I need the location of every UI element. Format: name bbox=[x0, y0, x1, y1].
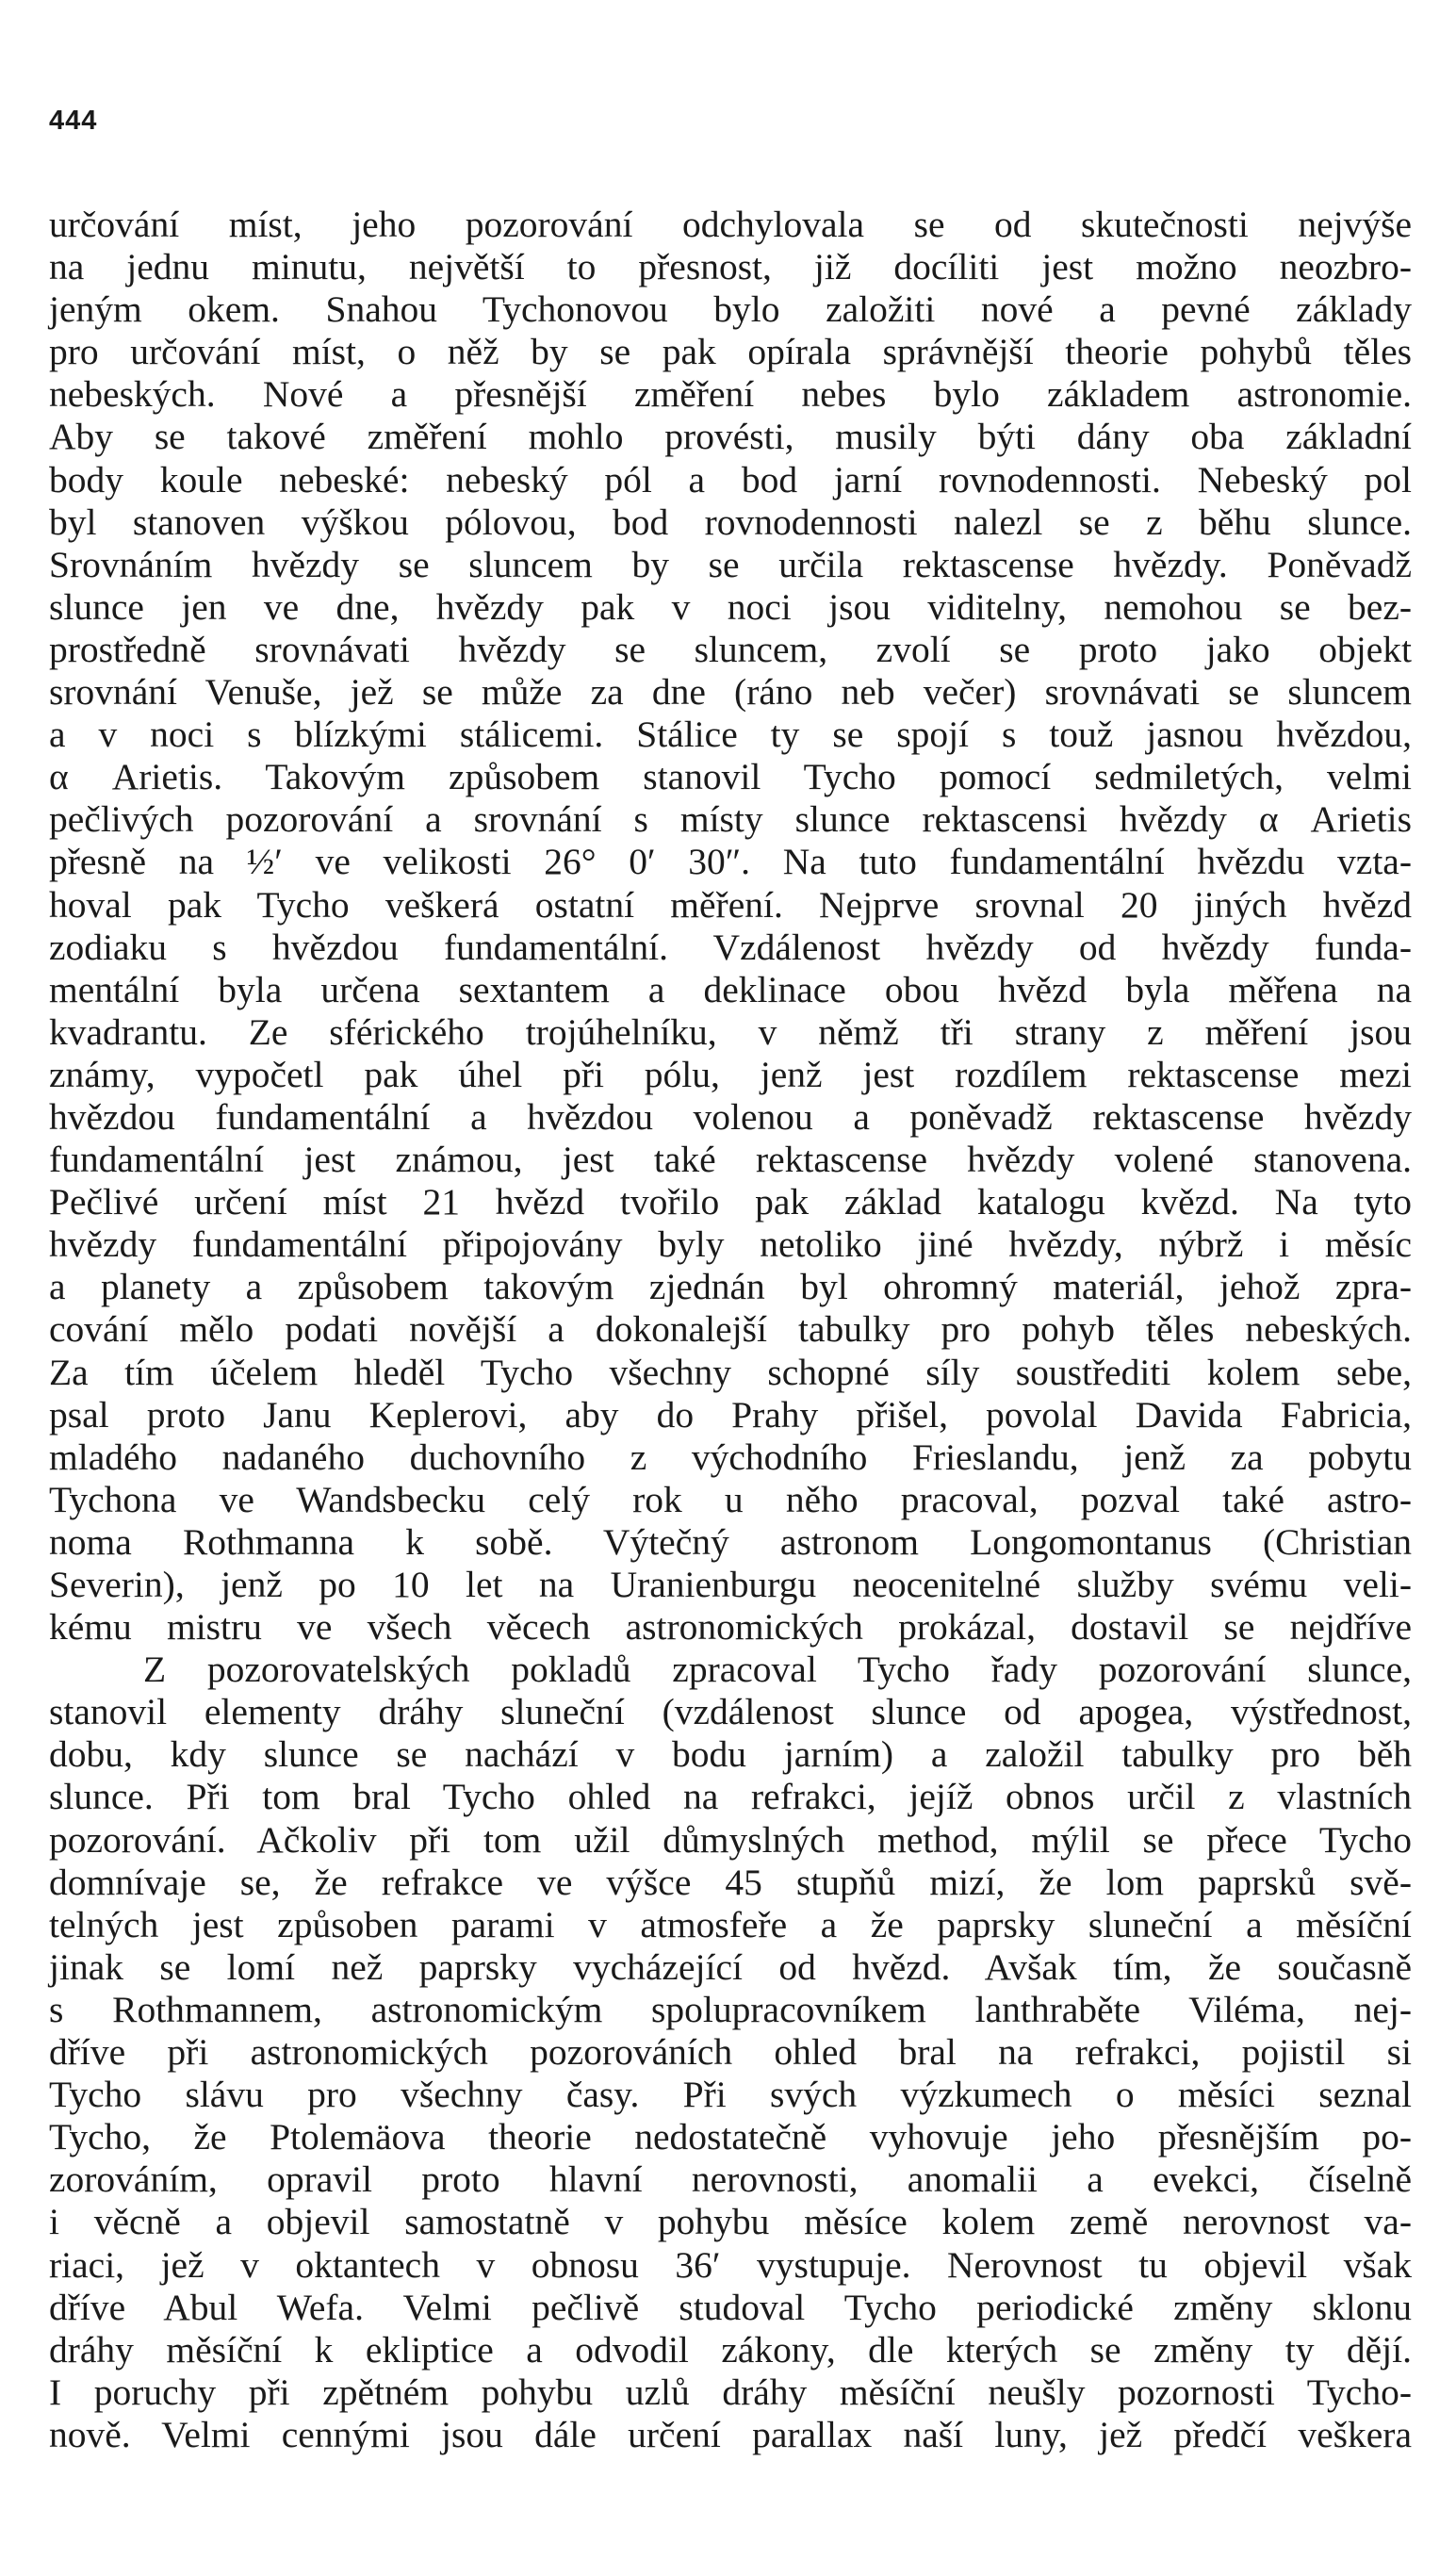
text-line: s Rothmannem, astronomickým spolupracovníkem lanthraběte Viléma, nej- bbox=[49, 1988, 1412, 2030]
text-line: α Arietis. Takovým způsobem stanovil Tycho pomocí sedmiletých, velmi bbox=[49, 756, 1412, 798]
text-line: Za tím účelem hleděl Tycho všechny schopné síly soustřediti kolem sebe, bbox=[49, 1351, 1412, 1393]
text-line: i věcně a objevil samostatně v pohybu měsíce kolem země nerovnost va- bbox=[49, 2201, 1412, 2243]
text-line: dráhy měsíční k ekliptice a odvodil zákony, dle kterých se změny ty dějí. bbox=[49, 2328, 1412, 2371]
text-line: známy, vypočetl pak úhel při pólu, jenž jest rozdílem rektascense mezi bbox=[49, 1053, 1412, 1095]
body-text bbox=[49, 204, 1412, 2456]
text-line: a planety a způsobem takovým zjednán byl ohromný materiál, jehož zpra- bbox=[49, 1266, 1412, 1308]
text-line: srovnání Venuše, jež se může za dne (ráno neb večer) srovnávati se sluncem bbox=[49, 671, 1412, 714]
text-line: riaci, jež v oktantech v obnosu 36′ vystupuje. Nerovnost tu objevil však bbox=[49, 2243, 1412, 2286]
text-line: byl stanoven výškou pólovou, bod rovnodennosti nalezl se z běhu slunce. bbox=[49, 500, 1412, 543]
text-line: I poruchy při zpětném pohybu uzlů dráhy měsíční neušly pozornosti Tycho- bbox=[49, 2371, 1412, 2413]
text-line: domnívaje se, že refrakce ve výšce 45 stupňů mizí, že lom paprsků svě- bbox=[49, 1861, 1412, 1903]
text-line: Tychona ve Wandsbecku celý rok u něho pracoval, pozval také astro- bbox=[49, 1478, 1412, 1520]
text-line: mentální byla určena sextantem a deklinace obou hvězd byla měřena na bbox=[49, 968, 1412, 1010]
text-line: cování mělo podati novější a dokonalejší tabulky pro pohyb těles nebeských. bbox=[49, 1308, 1412, 1351]
page-number: 444 bbox=[49, 106, 98, 136]
text-line: dobu, kdy slunce se nachází v bodu jarním) a založil tabulky pro běh bbox=[49, 1733, 1412, 1776]
text-line: jeným okem. Snahou Tychonovou bylo založiti nové a pevné základy bbox=[49, 288, 1412, 331]
text-line: zorováním, opravil proto hlavní nerovnosti, anomalii a evekci, číselně bbox=[49, 2158, 1412, 2201]
text-line: pozorování. Ačkoliv při tom užil důmyslných method, mýlil se přece Tycho bbox=[49, 1818, 1412, 1861]
text-line: zodiaku s hvězdou fundamentální. Vzdálenost hvězdy od hvězdy funda- bbox=[49, 926, 1412, 968]
text-line: přesně na ½′ ve velikosti 26° 0′ 30″. Na tuto fundamentální hvězdu vzta- bbox=[49, 841, 1412, 883]
text-line: hvězdy fundamentální připojovány byly netoliko jiné hvězdy, nýbrž i měsíc bbox=[49, 1223, 1412, 1266]
text-line: stanovil elementy dráhy sluneční (vzdálenost slunce od apogea, výstřednost, bbox=[49, 1691, 1412, 1733]
text-line: jinak se lomí než paprsky vycházející od hvězd. Avšak tím, že současně bbox=[49, 1945, 1412, 1988]
text-line: prostředně srovnávati hvězdy se sluncem, zvolí se proto jako objekt bbox=[49, 628, 1412, 670]
text-line: Z pozorovatelských pokladů zpracoval Tycho řady pozorování slunce, bbox=[143, 1649, 1412, 1691]
text-line: hvězdou fundamentální a hvězdou volenou a poněvadž rektascense hvězdy bbox=[49, 1095, 1412, 1138]
text-line: na jednu minutu, největší to přesnost, již docíliti jest možno neozbro- bbox=[49, 246, 1412, 288]
text-line: Srovnáním hvězdy se sluncem by se určila rektascense hvězdy. Poněvadž bbox=[49, 543, 1412, 585]
text-line: Pečlivé určení míst 21 hvězd tvořilo pak základ katalogu kvězd. Na tyto bbox=[49, 1181, 1412, 1223]
text-line: pečlivých pozorování a srovnání s místy slunce rektascensi hvězdy α Arietis bbox=[49, 798, 1412, 841]
text-line: telných jest způsoben parami v atmosfeře a že paprsky sluneční a měsíční bbox=[49, 1903, 1412, 1945]
text-line: kvadrantu. Ze sférického trojúhelníku, v němž tři strany z měření jsou bbox=[49, 1010, 1412, 1053]
text-line: určování míst, jeho pozorování odchylovala se od skutečnosti nejvýše bbox=[49, 204, 1412, 245]
text-line: hoval pak Tycho veškerá ostatní měření. Nejprve srovnal 20 jiných hvězd bbox=[49, 883, 1412, 926]
text-line: dříve při astronomických pozorováních ohled bral na refrakci, pojistil si bbox=[49, 2031, 1412, 2074]
text-line: Severin), jenž po 10 let na Uranienburgu neocenitelné služby svému veli- bbox=[49, 1564, 1412, 1605]
paragraph-2 bbox=[49, 1649, 1412, 2456]
text-line: psal proto Janu Keplerovi, aby do Prahy přišel, povolal Davida Fabricia, bbox=[49, 1393, 1412, 1436]
text-line: mladého nadaného duchovního z východního Frieslandu, jenž za pobytu bbox=[49, 1436, 1412, 1478]
text-line: fundamentální jest známou, jest také rektascense hvězdy volené stanovena. bbox=[49, 1139, 1412, 1181]
text-line: Tycho, že Ptolemäova theorie nedostatečně vyhovuje jeho přesnějším po- bbox=[49, 2116, 1412, 2158]
text-line: slunce. Při tom bral Tycho ohled na refrakci, jejíž obnos určil z vlastních bbox=[49, 1776, 1412, 1818]
text-line: kému mistru ve všech věcech astronomických prokázal, dostavil se nejdříve bbox=[49, 1606, 1412, 1649]
text-line: noma Rothmanna k sobě. Výtečný astronom Longomontanus (Christian bbox=[49, 1520, 1412, 1563]
text-line: nebeských. Nové a přesnější změření nebes bylo základem astronomie. bbox=[49, 373, 1412, 416]
text-line: nově. Velmi cennými jsou dále určení parallax naší luny, jež předčí veškera bbox=[49, 2413, 1412, 2455]
text-line: a v noci s blízkými stálicemi. Stálice ty se spojí s touž jasnou hvězdou, bbox=[49, 714, 1412, 756]
paragraph-1 bbox=[49, 204, 1412, 1649]
text-line: Aby se takové změření mohlo provésti, musily býti dány oba základní bbox=[49, 416, 1412, 458]
text-line: body koule nebeské: nebeský pól a bod jarní rovnodennosti. Nebeský pol bbox=[49, 458, 1412, 500]
text-line: Tycho slávu pro všechny časy. Při svých výzkumech o měsíci seznal bbox=[49, 2074, 1412, 2116]
text-line: dříve Abul Wefa. Velmi pečlivě studoval Tycho periodické změny sklonu bbox=[49, 2286, 1412, 2328]
text-line: pro určování míst, o něž by se pak opírala správnější theorie pohybů těles bbox=[49, 331, 1412, 373]
text-line: slunce jen ve dne, hvězdy pak v noci jsou viditelny, nemohou se bez- bbox=[49, 585, 1412, 628]
